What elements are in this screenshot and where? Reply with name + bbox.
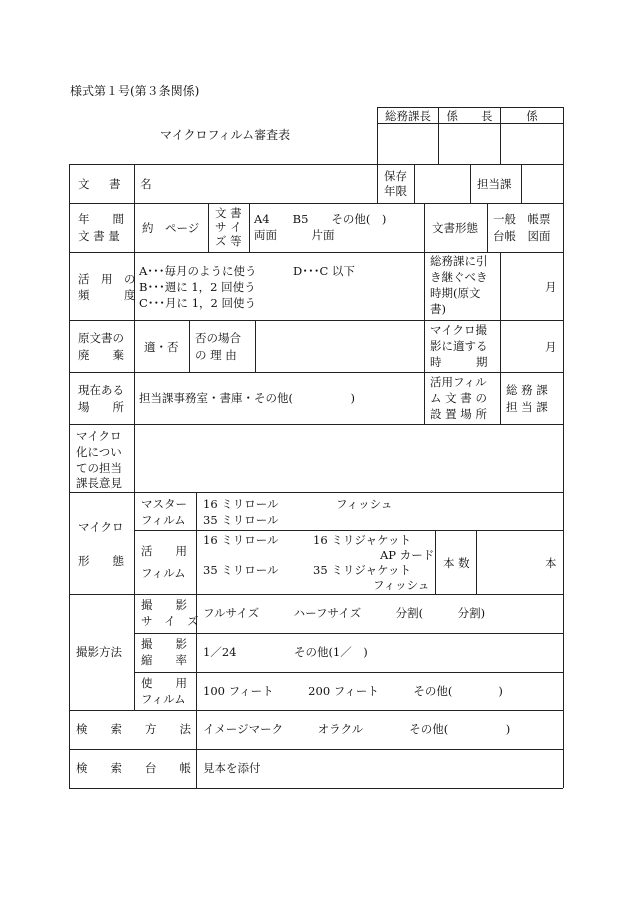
count-label: 本 数	[443, 556, 470, 570]
approval-section-chief: 係 長	[446, 109, 493, 123]
doc-form-options-top[interactable]: 一般 帳票	[493, 212, 551, 226]
usage-film-label-bottom: フィルム	[141, 566, 186, 580]
rejection-reason-label-bottom: の 理 由	[195, 348, 237, 362]
film-location-label-1: 活用フィル	[430, 375, 487, 389]
manager-opinion-label-3: ての担当	[76, 461, 122, 475]
filming-size-options[interactable]: フルサイズ ハーフサイズ 分割( 分割)	[203, 606, 486, 620]
usage-film-options-3[interactable]: 35 ミリロール 35 ミリジャケット	[203, 563, 412, 577]
annual-volume-label-bottom: 文 書 量	[78, 229, 120, 243]
frequency-option-d[interactable]: D･･･C 以下	[293, 264, 355, 278]
responsible-dept-label: 担当課	[477, 177, 512, 191]
annual-volume-label-top: 年 間	[78, 212, 124, 226]
original-disposal-label-top: 原文書の	[78, 331, 124, 345]
doc-side-options[interactable]: 両面 片面	[254, 228, 335, 242]
reduction-ratio-label-bottom: 縮 率	[141, 653, 187, 667]
doc-size-label-3: ズ 等	[215, 234, 242, 248]
transfer-timing-label-2: き継ぐべき	[430, 270, 488, 284]
frequency-option-a[interactable]: A･･･毎月のように使う	[139, 264, 257, 278]
document-name-label: 文 書 名	[78, 177, 156, 191]
disposal-choice[interactable]: 適・否	[144, 340, 179, 354]
frequency-option-b[interactable]: B･･･週に 1，2 回使う	[139, 280, 256, 294]
master-film-label-bottom: フィルム	[141, 513, 186, 527]
master-film-options-1[interactable]: 16 ミリロール フィッシュ	[203, 497, 393, 511]
reduction-ratio-label-top: 撮 影	[141, 637, 187, 651]
form-number: 様式第１号(第３条関係)	[70, 84, 200, 98]
search-ledger-value[interactable]: 見本を添付	[203, 761, 261, 775]
usage-film-options-4[interactable]: フィッシュ	[373, 578, 430, 592]
master-film-options-2[interactable]: 35 ミリロール	[203, 513, 279, 527]
filming-timing-month[interactable]: 月	[545, 340, 557, 354]
transfer-timing-label-3: 時期(原文	[430, 286, 481, 300]
filming-method-label: 撮影方法	[76, 645, 122, 659]
filming-timing-label-3: 時 期	[430, 355, 488, 369]
film-location-label-2: ム 文 書 の	[430, 391, 487, 405]
usage-frequency-label-top: 活 用 の	[78, 272, 136, 286]
film-used-label-bottom: フィルム	[141, 692, 186, 706]
retention-label-top: 保存	[384, 169, 407, 183]
manager-opinion-label-2: 化につい	[76, 445, 122, 459]
filming-timing-label-2: 影に適する	[430, 339, 488, 353]
usage-film-options-2[interactable]: AP カード	[380, 548, 435, 562]
doc-form-label: 文書形態	[432, 221, 478, 235]
retention-label-bottom: 年限	[384, 184, 407, 198]
transfer-timing-label-4: 書)	[430, 302, 446, 316]
current-location-label-bottom: 場 所	[78, 400, 124, 414]
film-location-label-3: 設 置 場 所	[430, 407, 487, 421]
usage-film-options-1[interactable]: 16 ミリロール 16 ミリジャケット	[203, 533, 412, 547]
doc-size-label-2: サ イ	[215, 220, 242, 234]
approx-pages: 約 ページ	[142, 221, 200, 235]
search-method-options[interactable]: イメージマーク オラクル その他( )	[203, 722, 511, 736]
original-disposal-label-bottom: 廃 棄	[78, 348, 124, 362]
form-title: マイクロフィルム審査表	[160, 128, 291, 142]
manager-opinion-label-1: マイクロ	[76, 429, 122, 443]
document-name-field[interactable]	[135, 165, 376, 202]
current-location-options[interactable]: 担当課事務室・書庫・その他( )	[139, 391, 355, 405]
search-method-label: 検 索 方 法	[76, 722, 191, 736]
film-used-label-top: 使 用	[141, 676, 187, 690]
current-location-label-top: 現在ある	[78, 383, 124, 397]
approval-staff: 係	[526, 109, 538, 123]
manager-opinion-label-4: 課長意見	[76, 476, 122, 490]
doc-form-options-bottom[interactable]: 台帳 図面	[493, 229, 551, 243]
usage-film-label-top: 活 用	[141, 544, 187, 558]
filming-size-label-top: 撮 影	[141, 598, 187, 612]
responsible-dept-field[interactable]	[522, 165, 562, 202]
approval-general-affairs-chief: 総務課長	[385, 109, 431, 123]
manager-opinion-field[interactable]	[135, 425, 562, 491]
doc-size-label-1: 文 書	[215, 206, 242, 220]
micro-form-label-bottom: 形 態	[78, 554, 124, 568]
filming-size-label-bottom: サ イ ズ	[141, 614, 199, 628]
film-used-options[interactable]: 100 フィート 200 フィート その他( )	[203, 684, 503, 698]
transfer-timing-month[interactable]: 月	[545, 280, 557, 294]
master-film-label-top: マスター	[141, 497, 187, 511]
usage-frequency-label-bottom: 頻 度	[78, 288, 136, 302]
rejection-reason-label-top: 否の場合	[195, 331, 241, 345]
frequency-option-c[interactable]: C･･･月に 1，2 回使う	[139, 296, 256, 310]
film-location-option-general[interactable]: 総 務 課	[506, 383, 548, 397]
doc-size-options[interactable]: A4 B5 その他( )	[254, 212, 387, 226]
count-unit[interactable]: 本	[545, 556, 557, 570]
rejection-reason-field[interactable]	[256, 321, 423, 371]
transfer-timing-label-1: 総務課に引	[430, 254, 488, 268]
reduction-ratio-options[interactable]: 1／24 その他(1／ )	[203, 645, 368, 659]
film-location-option-dept[interactable]: 担 当 課	[506, 400, 548, 414]
filming-timing-label-1: マイクロ撮	[430, 323, 488, 337]
search-ledger-label: 検 索 台 帳	[76, 761, 191, 775]
retention-field[interactable]	[415, 165, 469, 202]
micro-form-label-top: マイクロ	[78, 520, 124, 534]
